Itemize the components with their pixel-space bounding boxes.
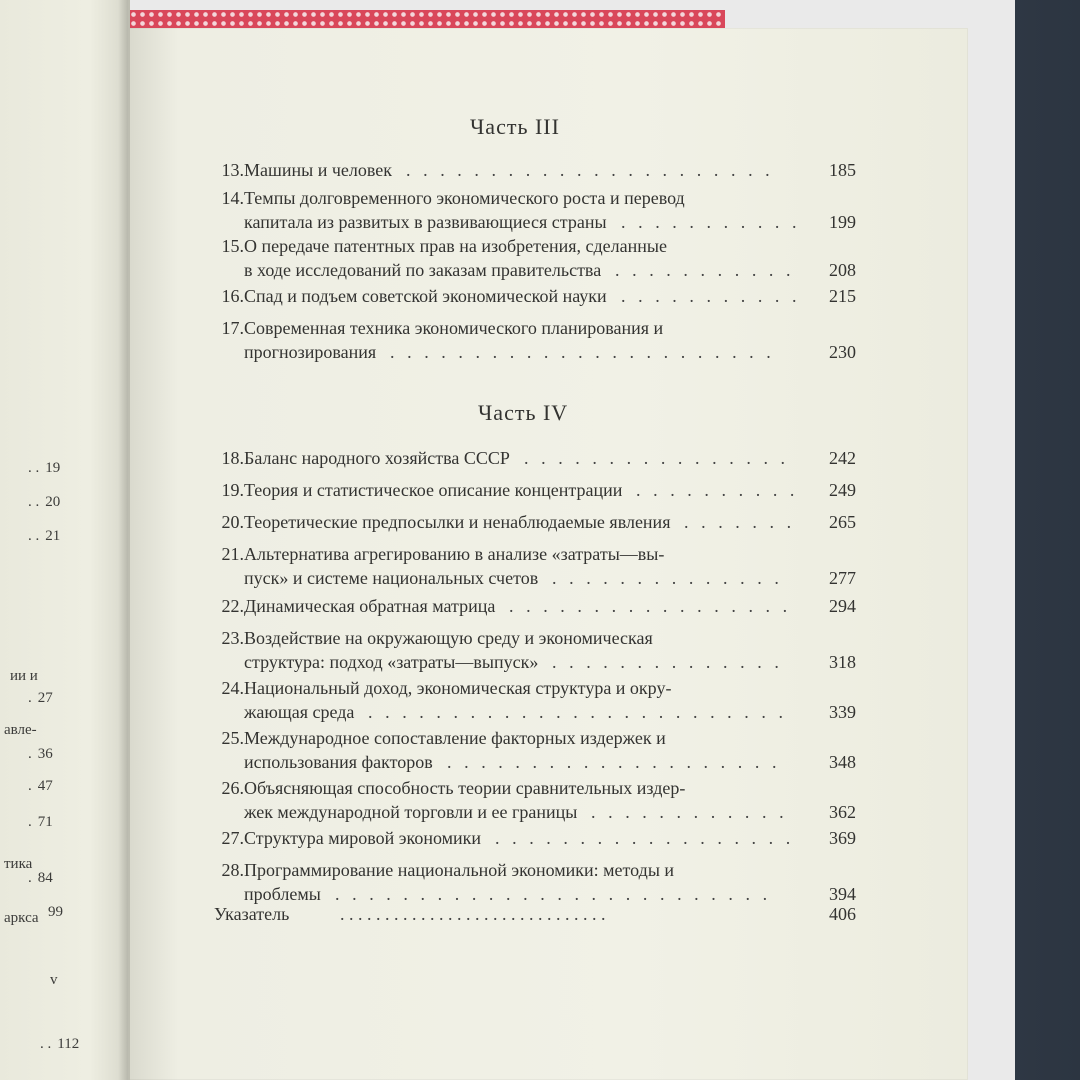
toc-entry[interactable] xyxy=(214,158,856,182)
leader-dots: . . . . . . . . . . . . . . . . xyxy=(524,448,786,468)
toc-entry-number: 18. xyxy=(221,448,244,468)
leader-dots: . . . . . . . . . . . . . . . . . . . . . . . . . . . . . . xyxy=(340,904,606,924)
left-page-fragment-text: тика xyxy=(4,856,33,872)
toc-entry-page: 339 xyxy=(829,702,856,722)
leader-dots: . . . . . . . . . . . . . . xyxy=(552,652,779,672)
toc-entry[interactable] xyxy=(214,626,856,674)
toc-entry-page: 249 xyxy=(829,480,856,500)
left-page-fragment xyxy=(50,972,58,989)
toc-entry-number: 16. xyxy=(221,286,244,306)
leader-dots: . xyxy=(28,778,32,794)
leader-dots: . xyxy=(28,746,32,762)
toc-entry[interactable] xyxy=(214,542,856,590)
leader-dots: . . xyxy=(28,494,40,510)
leader-dots: . . . . . . . . . . . . . . . . . . . . . . . . . xyxy=(368,702,783,722)
toc-entry[interactable] xyxy=(214,446,856,470)
toc-entry-title: Указатель xyxy=(214,904,290,924)
left-page-fragment xyxy=(28,778,53,795)
toc-entry-page: 199 xyxy=(829,212,856,232)
left-page-fragment-text: 112 xyxy=(57,1036,80,1052)
leader-dots: . . . . . . . . . . xyxy=(636,480,795,500)
toc-entry-line xyxy=(214,626,856,650)
toc-entry[interactable] xyxy=(214,726,856,774)
toc-entry[interactable] xyxy=(214,858,856,906)
toc-entry-number: 20. xyxy=(221,512,244,532)
toc-entry-title: в ходе исследований по заказам правительства xyxy=(244,260,602,280)
toc-entry-number: 15. xyxy=(221,236,244,256)
left-page-fragment-text: 99 xyxy=(48,904,63,920)
toc-entry-title: О передаче патентных прав на изобретения, сделанные xyxy=(244,236,667,256)
toc-entry[interactable] xyxy=(214,478,856,502)
toc-entry-line xyxy=(214,158,856,182)
toc-entry-line xyxy=(214,800,856,824)
toc-entry-title: Теория и статистическое описание концентрации xyxy=(244,480,623,500)
toc-entry-line xyxy=(214,446,856,470)
toc-entry-line xyxy=(214,676,856,700)
left-page-fragment xyxy=(40,1036,79,1053)
toc-entry-title: Динамическая обратная матрица xyxy=(244,596,496,616)
toc-entry-line xyxy=(214,594,856,618)
part-3-title: Часть III xyxy=(470,114,560,139)
toc-entry-title: Национальный доход, экономическая структура и окру- xyxy=(244,678,672,698)
toc-entry-page: 265 xyxy=(829,512,856,532)
toc-entry-page: 215 xyxy=(829,286,856,306)
toc-entry-title: жающая среда xyxy=(244,702,355,722)
toc-entry-page: 208 xyxy=(829,260,856,280)
toc-entry-number: 14. xyxy=(221,188,244,208)
toc-entry-number: 17. xyxy=(221,318,244,338)
leader-dots: . . . . . . . . . . . . . . . . . xyxy=(509,596,788,616)
toc-entry-page: 318 xyxy=(829,652,856,672)
toc-entry-page: 230 xyxy=(829,342,856,362)
leader-dots: . . . . . . . . . . . xyxy=(621,286,797,306)
toc-entry-number: 25. xyxy=(221,728,244,748)
leader-dots: . . xyxy=(28,528,40,544)
leader-dots: . . . . . . . . . . . . . . . . . . xyxy=(495,828,791,848)
leader-dots: . xyxy=(28,870,32,886)
toc-entry-title: Воздействие на окружающую среду и экономическая xyxy=(244,628,653,648)
left-page-fragment-text: 20 xyxy=(45,494,61,510)
toc-entry-number: 27. xyxy=(221,828,244,848)
leader-dots: . . xyxy=(40,1036,52,1052)
left-page-fragment-text: 47 xyxy=(37,778,53,794)
page-spine-shadow xyxy=(118,0,128,1080)
leader-dots: . . . . . . . . . . . xyxy=(615,260,791,280)
leader-dots: . . xyxy=(28,460,40,476)
leader-dots: . . . . . . . . . . . . xyxy=(591,802,784,822)
toc-entry-line xyxy=(214,510,856,534)
left-page-fragment xyxy=(28,528,60,545)
toc-entry-number: 13. xyxy=(221,160,244,180)
toc-entry[interactable] xyxy=(214,826,856,850)
toc-entry-line xyxy=(214,478,856,502)
toc-entry-line xyxy=(214,542,856,566)
leader-dots: . . . . . . . . . . . . . . . . . . . . . . . . . . xyxy=(335,884,768,904)
left-page-fragment-text: 19 xyxy=(45,460,61,476)
left-page-fragment xyxy=(28,814,53,831)
leader-dots: . . . . . . . xyxy=(684,512,792,532)
toc-entry-line xyxy=(214,258,856,282)
left-page-fragment-text: 21 xyxy=(45,528,61,544)
toc-entry-title: капитала из развитых в развивающиеся страны xyxy=(244,212,607,232)
toc-entry-title: Альтернатива агрегированию в анализе «затраты—вы- xyxy=(244,544,665,564)
leader-dots: . . . . . . . . . . . . . . . . . . . . . . . xyxy=(390,342,771,362)
toc-entry-title: прогнозирования xyxy=(244,342,377,362)
toc-entry-number: 28. xyxy=(221,860,244,880)
gutter xyxy=(128,0,130,1080)
toc-entry-line xyxy=(214,858,856,882)
toc-entry-number: 22. xyxy=(221,596,244,616)
toc-entry[interactable] xyxy=(214,594,856,618)
left-page-fragment xyxy=(4,722,37,739)
toc-entry-line xyxy=(214,234,856,258)
toc-entry-line xyxy=(214,566,856,590)
part-4-title: Часть IV xyxy=(478,400,569,425)
leader-dots: . xyxy=(28,690,32,706)
toc-entry-line xyxy=(214,826,856,850)
toc-entry-page: 362 xyxy=(829,802,856,822)
toc-entry[interactable] xyxy=(214,234,856,282)
toc-entry-title: Баланс народного хозяйства СССР xyxy=(244,448,510,468)
toc-entry[interactable] xyxy=(214,284,856,308)
left-page-fragment-text: 71 xyxy=(37,814,53,830)
left-page-fragment xyxy=(28,494,60,511)
toc-entry-line xyxy=(214,340,856,364)
left-page-fragment xyxy=(48,904,63,921)
toc-entry-title: Структура мировой экономики xyxy=(244,828,482,848)
left-page-fragment xyxy=(28,746,53,763)
toc-entry-title: Спад и подъем советской экономической науки xyxy=(244,286,607,306)
toc-entry-title: жек международной торговли и ее границы xyxy=(244,802,578,822)
toc-entry-number: 19. xyxy=(221,480,244,500)
toc-entry-line xyxy=(214,902,856,926)
leader-dots: . xyxy=(28,814,32,830)
toc-entry-number: 21. xyxy=(221,544,244,564)
toc-entry-page: 406 xyxy=(829,904,856,924)
left-page-fragment xyxy=(28,460,60,477)
toc-entry-title: использования факторов xyxy=(244,752,433,772)
toc-entry-number: 23. xyxy=(221,628,244,648)
toc-entry-page: 242 xyxy=(829,448,856,468)
toc-entry[interactable] xyxy=(214,776,856,824)
toc-entry-title: Современная техника экономического планирования и xyxy=(244,318,664,338)
toc-entry-page: 394 xyxy=(829,884,856,904)
left-page-fragment-text: 84 xyxy=(37,870,53,886)
toc-entry-title: Программирование национальной экономики: методы и xyxy=(244,860,675,880)
toc-entry[interactable] xyxy=(214,316,856,364)
toc-entry-number: 24. xyxy=(221,678,244,698)
toc-entry[interactable] xyxy=(214,676,856,724)
toc-entry-line xyxy=(214,186,856,210)
left-page-fragment-text: ии и xyxy=(10,668,38,684)
left-page xyxy=(0,0,128,1080)
left-page-fragment xyxy=(4,910,39,927)
left-page-fragment-text: аркса xyxy=(4,910,39,926)
toc-entry-title: структура: подход «затраты—выпуск» xyxy=(244,652,539,672)
toc-entry-line xyxy=(214,776,856,800)
toc-entry-line xyxy=(214,316,856,340)
toc-entry-number: 26. xyxy=(221,778,244,798)
leader-dots: . . . . . . . . . . . . . . . . . . . . . . xyxy=(406,160,770,180)
toc-entry-title: проблемы xyxy=(244,884,321,904)
toc-entry-title: Темпы долговременного экономического роста и перевод xyxy=(244,188,685,208)
left-page-fragment xyxy=(28,870,53,887)
toc-entry-page: 369 xyxy=(829,828,856,848)
leader-dots: . . . . . . . . . . . . . . xyxy=(552,568,779,588)
toc-entry-line xyxy=(214,750,856,774)
toc-entry-title: Теоретические предпосылки и ненаблюдаемые явления xyxy=(244,512,671,532)
toc-entry-line xyxy=(214,210,856,234)
toc-entry-line xyxy=(214,650,856,674)
toc-entry-title: Машины и человек xyxy=(244,160,392,180)
left-page-fragment-text: v xyxy=(50,972,58,988)
toc-entry-title: Международное сопоставление факторных издержек и xyxy=(244,728,666,748)
toc-entry[interactable] xyxy=(214,186,856,234)
toc-entry-title: пуск» и системе национальных счетов xyxy=(244,568,539,588)
toc-entry-page: 348 xyxy=(829,752,856,772)
toc-entry-page: 294 xyxy=(829,596,856,616)
toc-entry-line xyxy=(214,726,856,750)
leader-dots: . . . . . . . . . . . xyxy=(621,212,797,232)
toc-entry-title: Объясняющая способность теории сравнительных издер- xyxy=(244,778,686,798)
toc-entry-page: 185 xyxy=(829,160,856,180)
leader-dots: . . . . . . . . . . . . . . . . . . . . xyxy=(447,752,777,772)
left-page-fragment-text: 36 xyxy=(37,746,53,762)
toc-entry[interactable] xyxy=(214,510,856,534)
left-page-fragment-text: авле- xyxy=(4,722,37,738)
toc-entry-line xyxy=(214,700,856,724)
left-page-fragment xyxy=(28,690,53,707)
left-page-fragment-text: 27 xyxy=(37,690,53,706)
toc-entry-index[interactable] xyxy=(214,902,856,926)
left-page-fragment xyxy=(10,668,38,685)
toc-entry-page: 277 xyxy=(829,568,856,588)
toc-entry-line xyxy=(214,284,856,308)
